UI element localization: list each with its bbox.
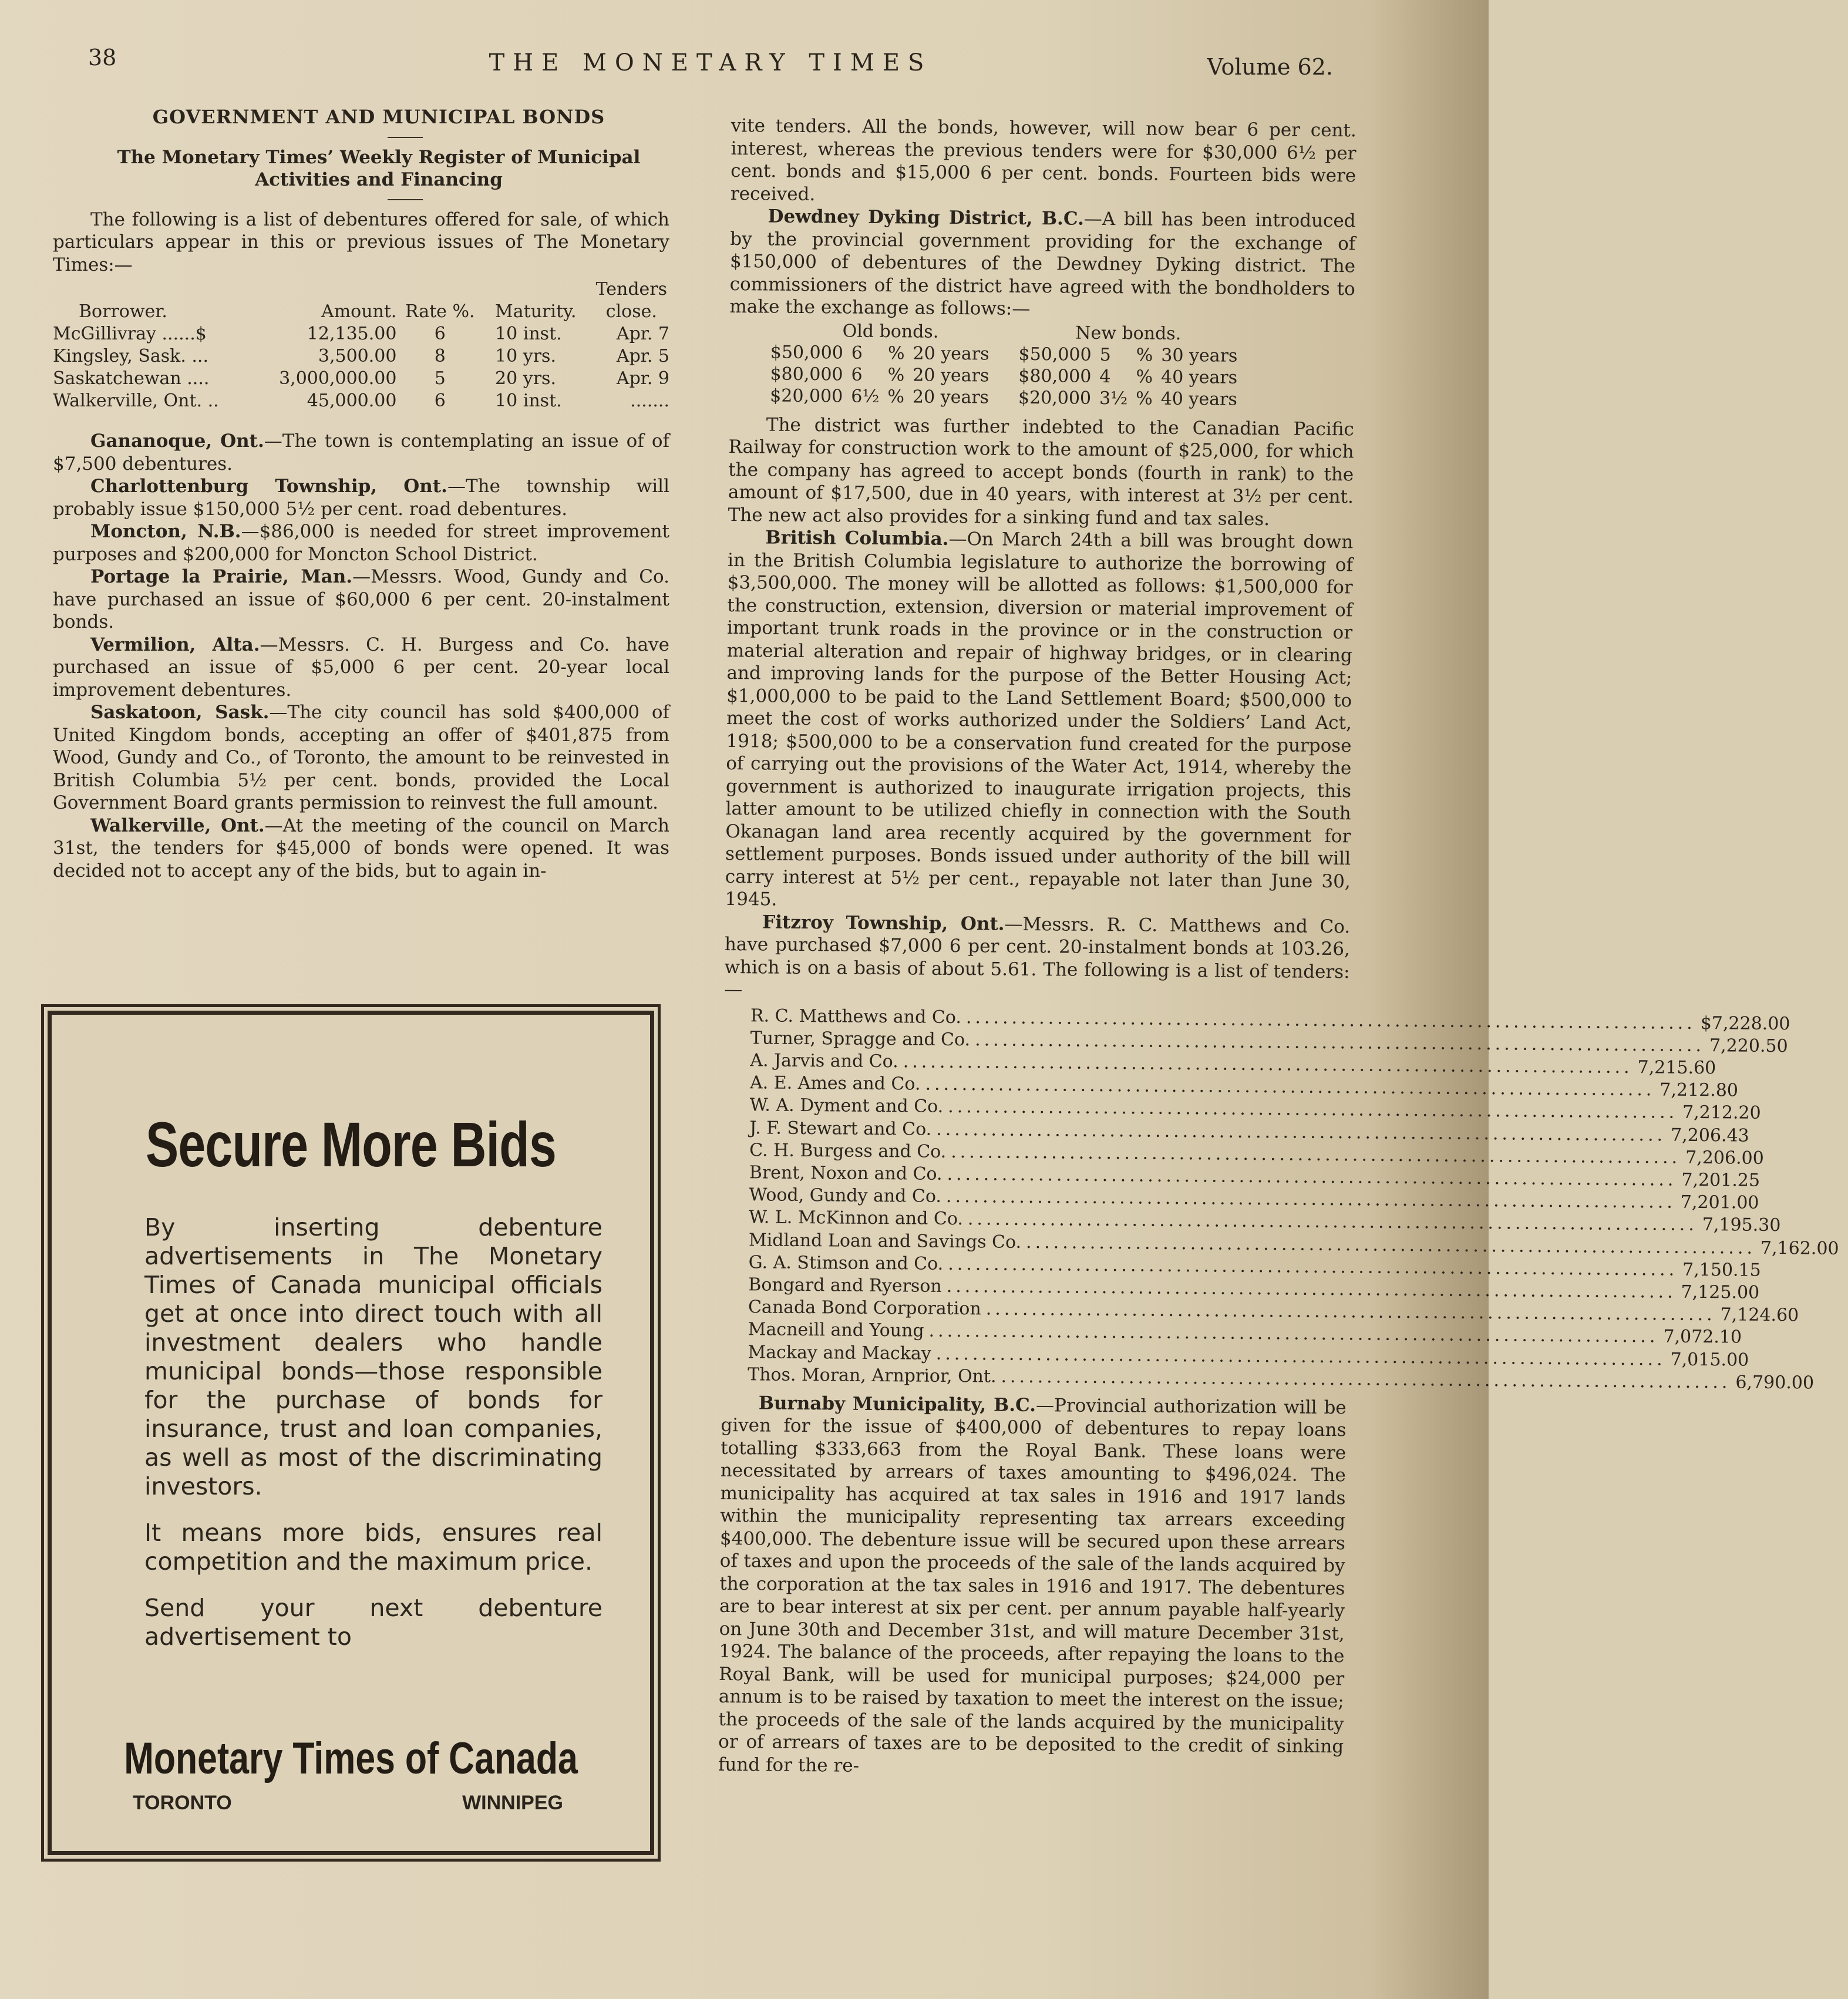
tender-amount: 7,125.00 (1681, 1281, 1760, 1303)
bond-cell: 30 years (1161, 345, 1238, 366)
table-row (770, 363, 1246, 388)
tender-row (748, 1364, 1815, 1394)
dot-leader: ................................................................................ (936, 1119, 1667, 1146)
news-item (53, 566, 669, 634)
amount-cell: 45,000.00 (307, 391, 397, 411)
bond-cell: 20 years (912, 386, 989, 408)
borrower-cell: Saskatchewan .... (53, 368, 210, 389)
rate-cell: 6 (434, 324, 446, 344)
borrower-cell: Kingsley, Sask. ... (53, 346, 209, 366)
tender-amount: 7,212.80 (1660, 1079, 1739, 1101)
maturity-cell: 10 yrs. (495, 346, 556, 366)
tenders-cell: Apr. 5 (616, 346, 669, 366)
col-header-tenders: Tenders close. (595, 279, 668, 322)
tender-name: G. A. Stimson and Co. (748, 1252, 944, 1274)
item-text: —The city council has sold $400,000 of United Kingdom bonds, accepting an offer of $401,875 from Wood, Gundy and Co., of Toronto, the amount to be reinvested in British Columbia 5½ per cent. bonds, provided the Local Government Board grants permission to reinvest the full amount. (53, 702, 669, 813)
item-text: —Messrs. C. H. Burgess and Co. have purchased an issue of $5,000 6 per cent. 20-year local improvement debentures. (53, 634, 669, 701)
bond-cell: % (887, 364, 905, 385)
tender-amount: 7,195.30 (1702, 1214, 1781, 1236)
advertisement-box (41, 1004, 661, 1862)
bond-cell: 6 (851, 342, 863, 364)
tender-name: Canada Bond Corporation (748, 1297, 981, 1320)
rate-cell: 6 (434, 391, 446, 411)
maturity-cell: 10 inst. (495, 391, 562, 411)
tender-name: A. E. Ames and Co. (749, 1072, 921, 1095)
news-item (53, 430, 669, 475)
tender-name: R. C. Matthews and Co. (750, 1005, 962, 1028)
volume-label: Volume 62. (1207, 54, 1333, 80)
item-place: British Columbia. (765, 527, 949, 550)
continued-paragraph: vite tenders. All the bonds, however, will now bear 6 per cent. interest, whereas the previous tenders were for $30,000 6½ per cent. bonds and $15,000 6 per cent. bonds. Fourteen bids were received. (730, 115, 1356, 205)
ad-paragraph: It means more bids, ensures real competition and the maximum price. (144, 1519, 602, 1576)
tender-amount: 7,124.60 (1720, 1304, 1799, 1326)
section-title: GOVERNMENT AND MUNICIPAL BONDS (152, 106, 605, 128)
dot-leader: ................................................................................ (925, 1073, 1655, 1101)
bond-cell: % (1136, 344, 1153, 366)
item-text: —$86,000 is needed for street improvement purposes and $200,000 for Moncton School District. (53, 521, 669, 565)
tender-amount: 7,215.60 (1637, 1057, 1716, 1079)
tender-name: Brent, Noxon and Co. (749, 1162, 942, 1184)
amount-cell: 12,135.00 (307, 324, 397, 344)
bond-cell: $20,000 (770, 385, 843, 407)
item-text: —The town is contemplating an issue of of $7,500 debentures. (53, 430, 669, 474)
col-header-maturity: Maturity. (495, 301, 577, 322)
item-text: —Messrs. Wood, Gundy and Co. have purchased an issue of $60,000 6 per cent. 20-instalment bonds. (53, 566, 669, 632)
item-text: —At the meeting of the council on March 31st, the tenders for $45,000 of bonds were opened. It was decided not to accept any of the bids, but to again in- (53, 815, 669, 881)
ad-paragraph: Send your next debenture advertisement to (144, 1594, 602, 1651)
ad-paragraph: By inserting debenture advertisements in The Monetary Times of Canada municipal officials get at once into direct touch with all investment dealers who handle municipal bonds—those responsible for the purchase of bonds for insurance, trust and loan companies, as well as most of the discriminating investors. (144, 1213, 602, 1500)
item-place: Walkerville, Ont. (90, 815, 265, 836)
page-number: 38 (88, 45, 117, 70)
dot-leader: ................................................................................ (948, 1253, 1678, 1280)
col-header-amount: Amount. (321, 301, 397, 322)
ad-city-winnipeg: WINNIPEG (462, 1792, 563, 1814)
tender-name: J. F. Stewart and Co. (749, 1117, 932, 1140)
item-place: Moncton, N.B. (90, 521, 241, 542)
bond-cell: $50,000 (1018, 344, 1092, 365)
tender-name: W. L. McKinnon and Co. (749, 1207, 964, 1230)
table-row (53, 368, 669, 390)
register-title: The Monetary Times’ Weekly Register of Municipal Activities and Financing (117, 146, 641, 190)
item-place: Saskatoon, Sask. (90, 702, 270, 723)
news-item (53, 815, 669, 883)
tender-amount: $7,228.00 (1700, 1012, 1790, 1034)
item-text: —On March 24th a bill was brought down in the British Columbia legislature to authorize the borrowing of $3,500,000. The money will be allotted as follows: $1,500,000 for the construction, extension, diversion or material improvement of important trunk roads in the province or in the construction or material alteration and repair of highway bridges, or in clearing and improving lands for the purpose of the Better Housing Act; $1,000,000 to be paid to the Land Settlement Board; $500,000 to meet the cost of works authorized under the Soldiers’ Land Act, 1918; $500,000 to be a conservation fund created for the purpose of carrying out the provisions of the Water Act, 1914, whereby the government is authorized to inaugurate irrigation projects, this latter amount to be utilized chiefly in connection with the South Okanagan land area recently acquired by the government for settlement purposes. Bonds issued under authority of the bill will carry interest at 5½ per cent., repayable not later than June 30, 1945. (725, 528, 1354, 910)
title-rule (388, 137, 423, 138)
debentures-table (53, 278, 669, 412)
rate-cell: 8 (434, 346, 446, 366)
table-row (770, 341, 1246, 366)
news-item (53, 475, 669, 520)
tender-name: Bongard and Ryerson (748, 1274, 942, 1297)
rate-cell: 5 (434, 368, 446, 389)
dot-leader: ................................................................................ (951, 1141, 1681, 1168)
table-row (53, 345, 669, 368)
new-bonds-header: New bonds. (1075, 322, 1181, 344)
tender-amount: 7,220.50 (1709, 1035, 1788, 1056)
tender-name: Midland Loan and Savings Co. (748, 1229, 1022, 1253)
tender-name: Mackay and Mackay (748, 1341, 931, 1364)
old-bonds-header: Old bonds. (842, 321, 939, 342)
item-place: Charlottenburg Township, Ont. (90, 476, 447, 497)
table-row (53, 323, 669, 345)
tender-name: Thos. Moran, Arnprior, Ont. (748, 1364, 997, 1387)
news-item (725, 526, 1353, 916)
tender-name: Macneill and Young (748, 1319, 924, 1341)
dot-leader: ................................................................................ (947, 1163, 1677, 1190)
tender-amount: 7,206.43 (1670, 1125, 1749, 1146)
publication-title: THE MONETARY TIMES (489, 49, 933, 76)
bond-cell: % (887, 342, 905, 364)
borrower-cell: Walkerville, Ont. .. (53, 391, 219, 411)
tender-amount: 7,201.00 (1680, 1192, 1759, 1213)
bond-cell: 40 years (1160, 366, 1238, 388)
dot-leader: ................................................................................ (1026, 1231, 1756, 1258)
tender-amount: 7,015.00 (1670, 1349, 1749, 1371)
bond-cell: % (1136, 366, 1153, 388)
intro-paragraph: The following is a list of debentures offered for sale, of which particulars appear in this or previous issues of The Monetary Times:— (53, 208, 669, 275)
tender-amount: 7,072.10 (1663, 1326, 1742, 1348)
item-place: Gananoque, Ont. (90, 430, 264, 452)
bond-cell: % (887, 386, 905, 407)
item-place: Burnaby Municipality, B.C. (758, 1392, 1036, 1416)
news-item (53, 520, 669, 566)
tender-amount: 7,212.20 (1682, 1102, 1761, 1124)
item-place: Fitzroy Township, Ont. (762, 911, 1005, 935)
dot-leader: ................................................................................ (935, 1343, 1666, 1370)
item-place: Dewdney Dyking District, B.C. (768, 206, 1084, 230)
news-item (729, 205, 1355, 323)
dot-leader: ................................................................................ (903, 1051, 1633, 1078)
item-text: —Provincial authorization will be given for the issue of $400,000 of debentures to repay loans totalling $333,663 from the Royal Bank. These loans were necessitated by arrears of taxes amounting to $496,024. The municipality has acquired at tax sales in 1916 and 1917 lands within the municipality representing tax arrears exceeding $400,000. The debenture issue will be secured upon these arrears of taxes and upon the proceeds of the sale of the lands acquired by the corporation at the tax sales in 1916 and 1917. The debentures are to bear interest at six per cent. per annum payable half-yearly on June 30th and December 31st, and will mature December 31st, 1924. The balance of the proceeds, after repaying the loans to the Royal Bank, will be used for municipal purposes; $24,000 per annum is to be raised by taxation to meet the interest on the issue; the proceeds of the sale of the lands acquired by the municipality or of arrears of taxes are to be deposited to the credit of sinking fund for the re- (718, 1395, 1347, 1776)
bond-cell: $20,000 (1018, 387, 1092, 409)
subtitle-rule (388, 199, 423, 200)
tender-name: A. Jarvis and Co. (750, 1050, 898, 1072)
item-place: Portage la Prairie, Man. (90, 566, 353, 587)
tenders-cell: Apr. 7 (616, 324, 669, 344)
left-column (53, 106, 669, 882)
dot-leader: ................................................................................ (967, 1209, 1698, 1236)
item-text: —A bill has been introduced by the provincial government providing for the exchange of $150,000 of debentures of the Dewdney Dyking district. The commissioners of the district have agreed with the bondholders to make the exchange as follows:— (729, 208, 1356, 320)
bond-cell: 40 years (1160, 388, 1237, 410)
ad-city-toronto: TORONTO (133, 1792, 232, 1814)
dot-leader: ................................................................................ (946, 1276, 1677, 1303)
dot-leader: ................................................................................ (965, 1007, 1696, 1034)
ad-copy (144, 1213, 602, 1651)
news-item (718, 1392, 1347, 1781)
bond-cell: 4 (1099, 366, 1111, 387)
right-column (718, 115, 1839, 1781)
item-text: —The township will probably issue $150,000 5½ per cent. road debentures. (53, 476, 669, 520)
tender-name: Turner, Spragge and Co. (750, 1028, 971, 1050)
news-item (53, 701, 669, 815)
dot-leader: ................................................................................ (975, 1029, 1705, 1056)
bond-cell: 20 years (913, 364, 989, 386)
tender-amount: 7,150.15 (1682, 1259, 1761, 1281)
amount-cell: 3,000,000.00 (279, 368, 397, 389)
dot-leader: ................................................................................ (928, 1321, 1659, 1347)
tender-name: W. A. Dyment and Co. (749, 1095, 944, 1118)
running-header (88, 41, 1333, 82)
bond-exchange-table (770, 319, 1246, 410)
maturity-cell: 10 inst. (495, 324, 562, 344)
bond-cell: 5 (1099, 344, 1111, 365)
bond-cell: 6 (851, 364, 863, 385)
ad-headline: Secure More Bids (145, 1109, 557, 1180)
ad-brand-name: Monetary Times of Canada (124, 1734, 578, 1783)
dot-leader: ................................................................................ (985, 1298, 1716, 1325)
tender-amount: 7,162.00 (1760, 1237, 1839, 1259)
paragraph: The district was further indebted to the Canadian Pacific Railway for construction work to the amount of $25,000, for which the company has agreed to accept bonds (fourth in rank) to the amount of $17,500, due in 40 years, with interest at 3½ per cent. The new act also provides for a sinking fund and tax sales. (728, 413, 1354, 530)
bond-cell: 20 years (913, 342, 989, 364)
bond-cell: $50,000 (770, 342, 844, 364)
bond-cell: 6½ (851, 386, 880, 407)
tender-amount: 7,206.00 (1685, 1147, 1764, 1169)
tender-name: C. H. Burgess and Co. (749, 1140, 947, 1162)
tenders-cell: ....... (630, 391, 669, 411)
table-row (770, 385, 1246, 410)
tender-amount: 6,790.00 (1735, 1372, 1815, 1394)
item-text: —Messrs. R. C. Matthews and Co. have purchased $7,000 6 per cent. 20-instalment bonds at 103.26, which is on a basis of about 5.61. The following is a list of tenders:— (724, 913, 1351, 1001)
tender-amount: 7,201.25 (1681, 1169, 1761, 1191)
col-header-rate: Rate %. (405, 301, 475, 322)
news-item (53, 634, 669, 702)
item-place: Vermilion, Alta. (90, 634, 260, 655)
bond-cell: $80,000 (1018, 365, 1092, 387)
amount-cell: 3,500.00 (318, 346, 397, 366)
tenders-list (748, 1005, 1839, 1394)
tenders-cell: Apr. 9 (616, 368, 669, 389)
bond-cell: 3½ (1099, 388, 1128, 409)
dot-leader: ................................................................................ (1001, 1366, 1731, 1393)
dot-leader: ................................................................................ (945, 1186, 1676, 1213)
maturity-cell: 20 yrs. (495, 368, 556, 389)
news-item (724, 910, 1350, 1005)
borrower-cell: McGillivray ......$ (53, 324, 207, 344)
tender-name: Wood, Gundy and Co. (749, 1184, 942, 1207)
table-row (53, 390, 669, 412)
dot-leader: ................................................................................ (948, 1096, 1678, 1123)
bond-cell: % (1136, 388, 1153, 409)
col-header-borrower: Borrower. (79, 301, 167, 322)
bond-cell: $80,000 (770, 364, 843, 385)
